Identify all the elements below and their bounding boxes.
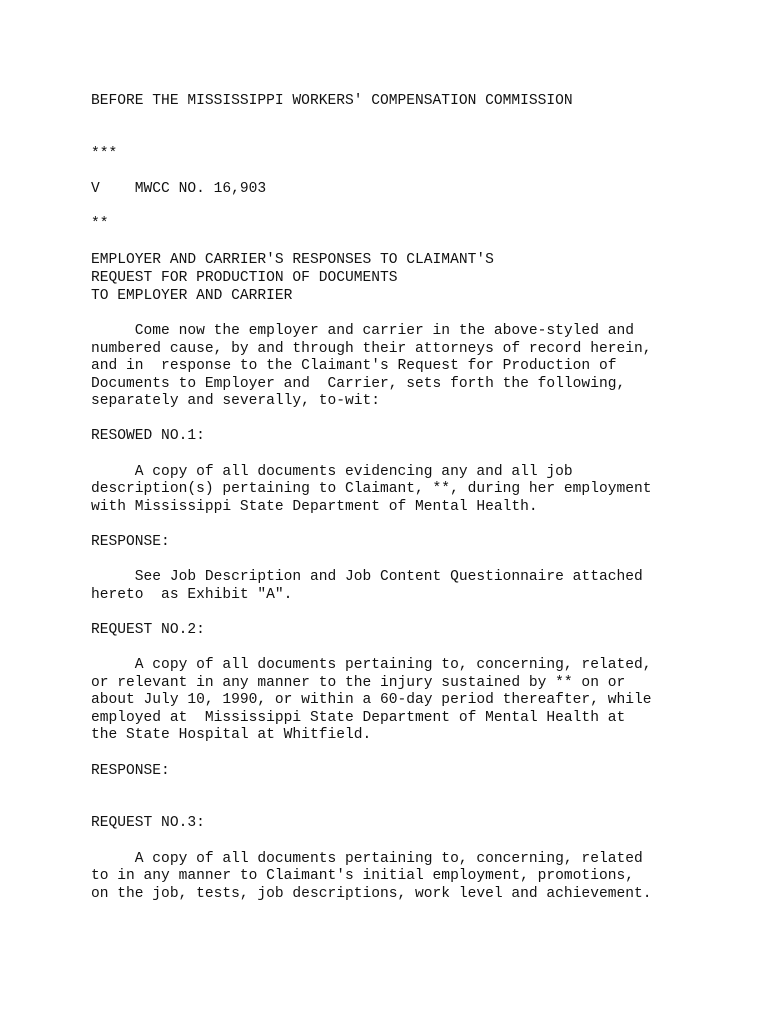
intro-paragraph-line: Come now the employer and carrier in the above-styled and — [91, 323, 634, 339]
response-2-label: RESPONSE: — [91, 763, 170, 779]
request-2-label: REQUEST NO.2: — [91, 622, 205, 638]
intro-paragraph-line: Documents to Employer and Carrier, sets forth the following, — [91, 376, 626, 392]
request-2-line: employed at Mississippi State Department of Mental Health at — [91, 710, 626, 726]
response-1-line: See Job Description and Job Content Questionnaire attached — [91, 569, 643, 585]
request-1-line: A copy of all documents evidencing any and all job — [91, 464, 573, 480]
document-title-line: EMPLOYER AND CARRIER'S RESPONSES TO CLAIMANT'S — [91, 252, 494, 268]
response-1-label: RESPONSE: — [91, 534, 170, 550]
intro-paragraph-line: numbered cause, by and through their attorneys of record herein, — [91, 341, 652, 357]
document-title-line: REQUEST FOR PRODUCTION OF DOCUMENTS — [91, 270, 398, 286]
commission-heading: BEFORE THE MISSISSIPPI WORKERS' COMPENSATION COMMISSION — [91, 93, 573, 109]
request-2-line: A copy of all documents pertaining to, concerning, related, — [91, 657, 652, 673]
request-2-line: or relevant in any manner to the injury sustained by ** on or — [91, 675, 626, 691]
request-3-line: A copy of all documents pertaining to, concerning, related — [91, 851, 643, 867]
request-1-line: with Mississippi State Department of Mental Health. — [91, 499, 538, 515]
request-1-line: description(s) pertaining to Claimant, **, during her employment — [91, 481, 652, 497]
intro-paragraph-line: separately and severally, to-wit: — [91, 393, 381, 409]
request-1-label: RESOWED NO.1: — [91, 428, 205, 444]
request-2-line: the State Hospital at Whitfield. — [91, 727, 372, 743]
claimant-placeholder: *** — [91, 146, 118, 162]
case-number-line: V MWCC NO. 16,903 — [91, 181, 267, 197]
response-1-line: hereto as Exhibit "A". — [91, 587, 293, 603]
request-3-line: to in any manner to Claimant's initial employment, promotions, — [91, 868, 634, 884]
request-3-line: on the job, tests, job descriptions, work level and achievement. — [91, 886, 652, 902]
employer-placeholder: ** — [91, 216, 109, 232]
request-3-label: REQUEST NO.3: — [91, 815, 205, 831]
document-title-line: TO EMPLOYER AND CARRIER — [91, 288, 293, 304]
intro-paragraph-line: and in response to the Claimant's Request for Production of — [91, 358, 617, 374]
request-2-line: about July 10, 1990, or within a 60-day period thereafter, while — [91, 692, 652, 708]
